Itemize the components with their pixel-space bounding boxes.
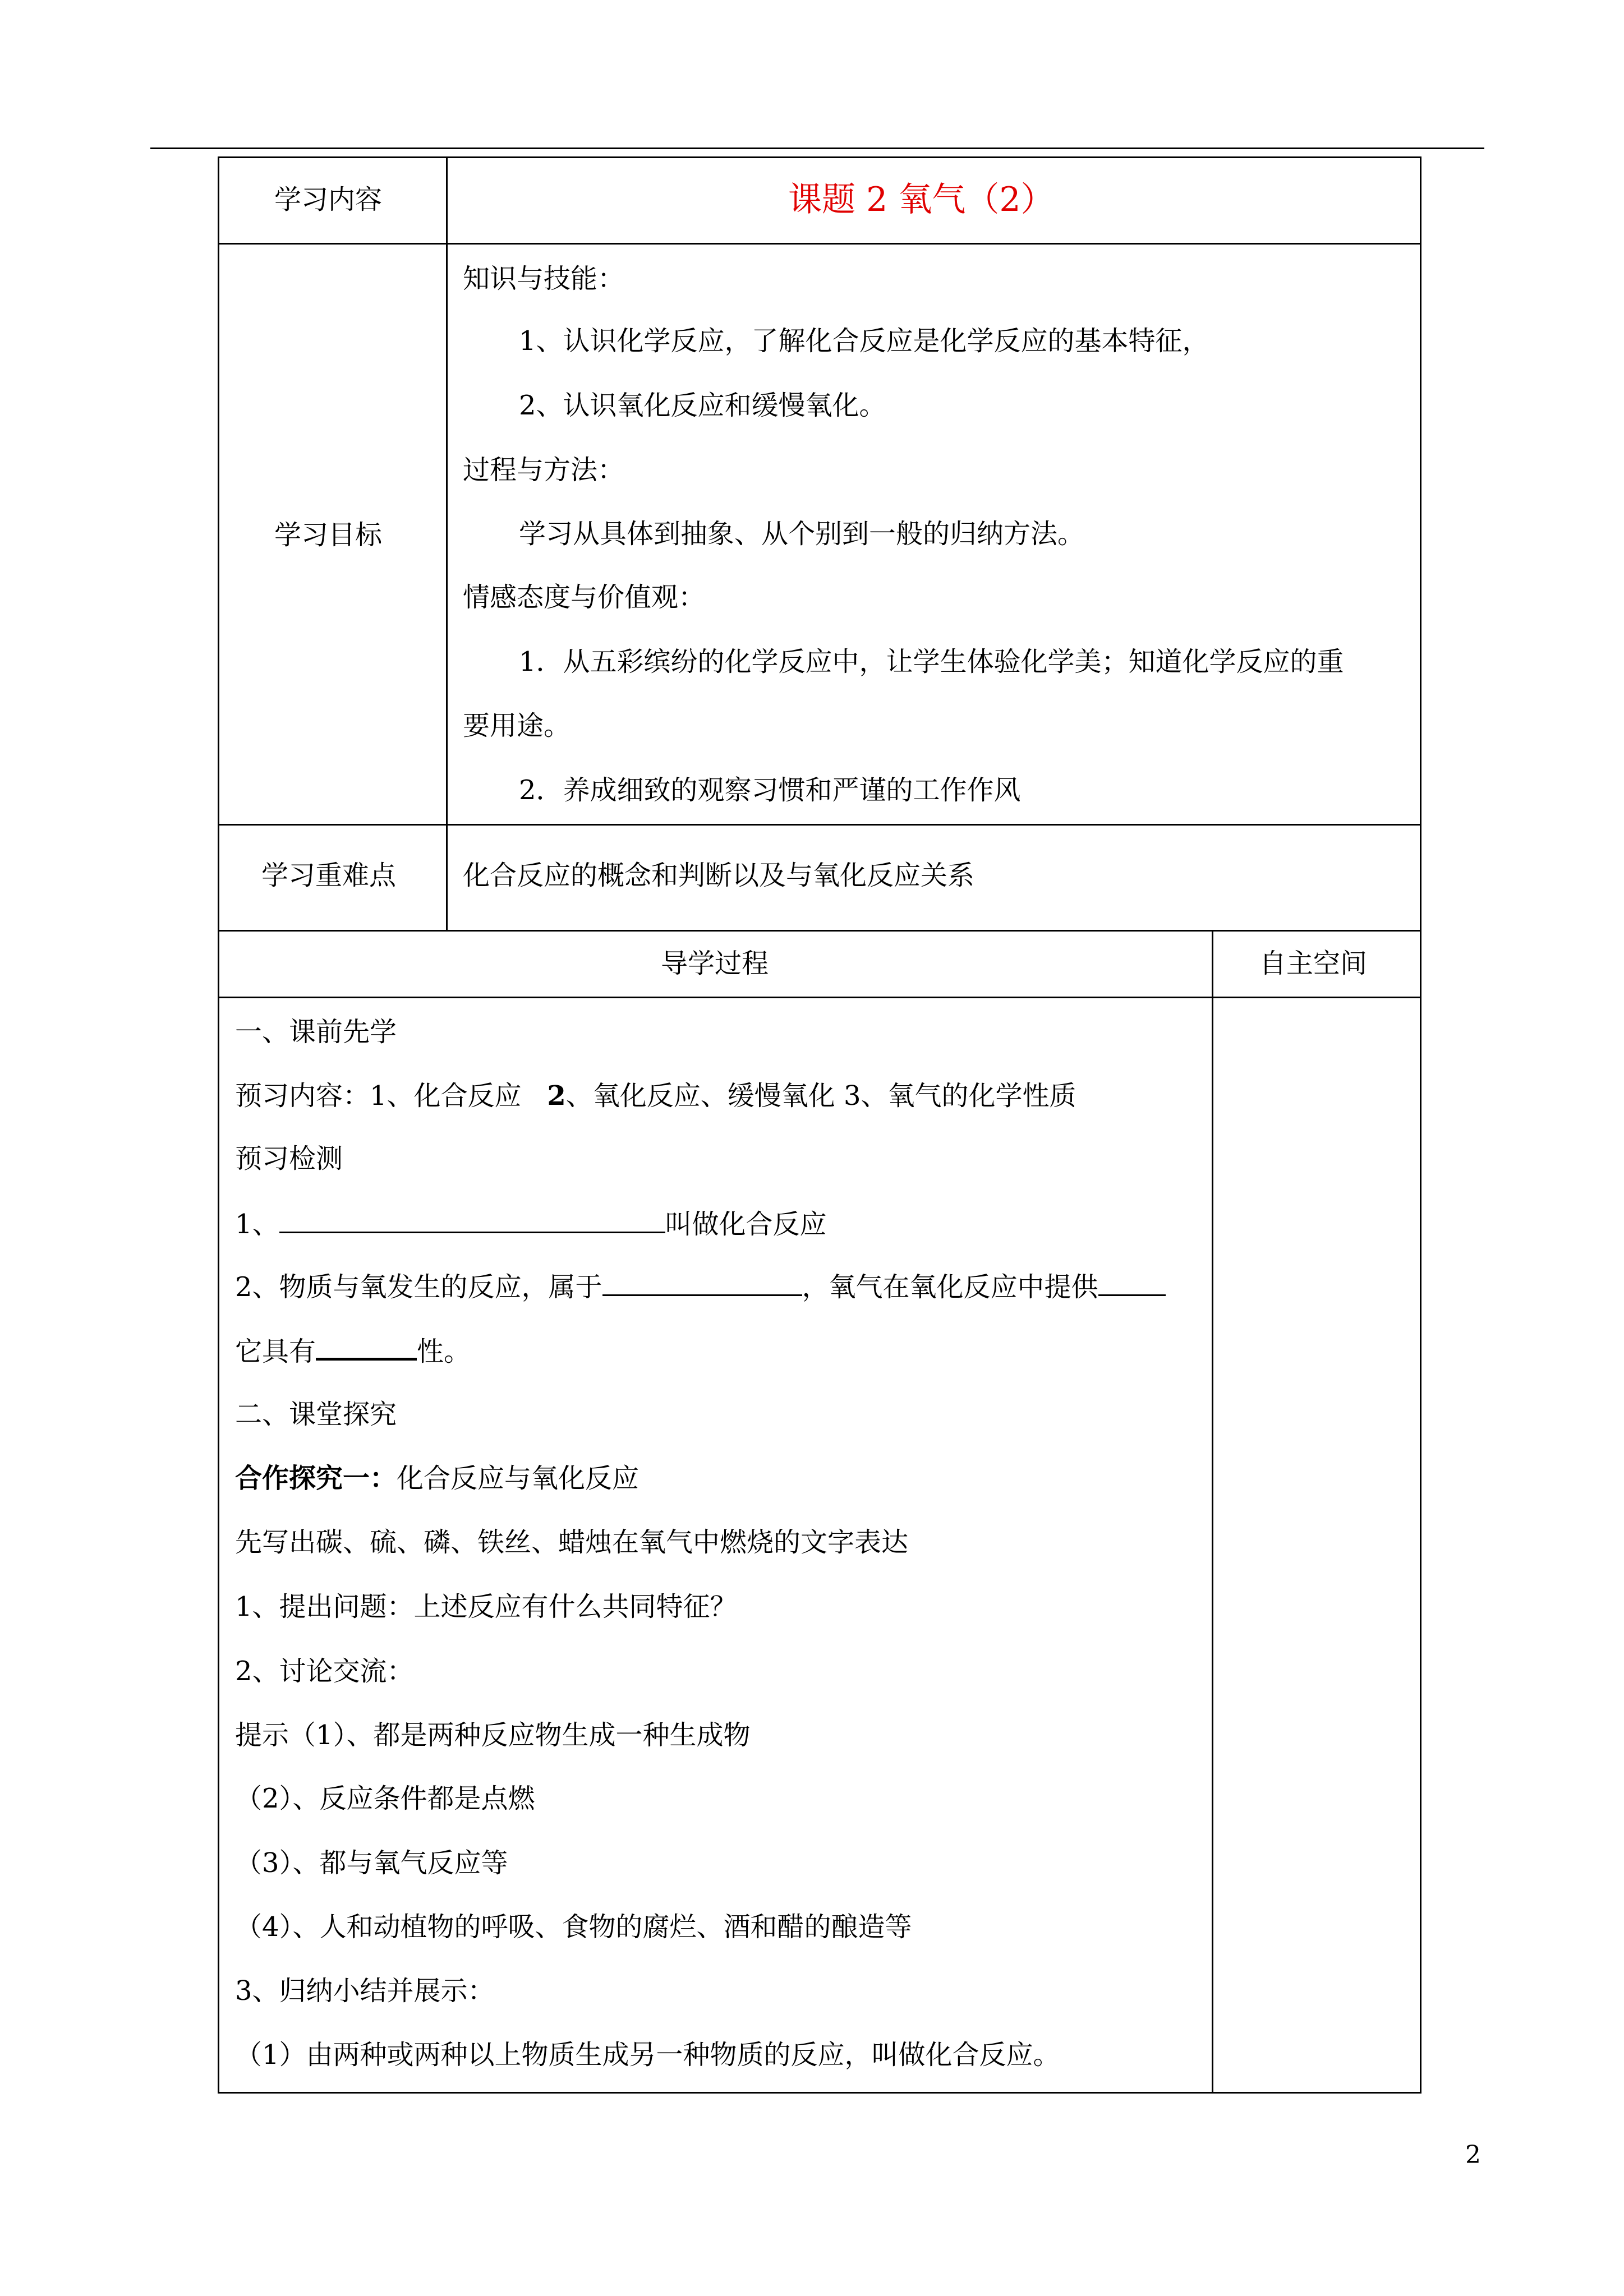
process-line: （3）、都与氧气反应等 bbox=[235, 1847, 508, 1879]
study-objectives-label: 学习目标 bbox=[274, 519, 383, 551]
process-line: （4）、人和动植物的呼吸、食物的腐烂、酒和醋的酿造等 bbox=[235, 1911, 912, 1943]
table-rule bbox=[1212, 930, 1213, 2094]
process-line: 提示（1）、都是两种反应物生成一种生成物 bbox=[235, 1719, 751, 1751]
key-points-text: 化合反应的概念和判断以及与氧化反应关系 bbox=[463, 860, 975, 891]
process-line: 1、提出问题：上述反应有什么共同特征？ bbox=[235, 1591, 737, 1622]
process-line: （1）由两种或两种以上物质生成另一种物质的反应，叫做化合反应。 bbox=[235, 2039, 1060, 2071]
table-rule bbox=[446, 156, 448, 932]
process-line: （2）、反应条件都是点燃 bbox=[235, 1783, 535, 1814]
answer-blank[interactable] bbox=[279, 1207, 665, 1233]
table-rule bbox=[218, 243, 1421, 245]
header-rule bbox=[150, 147, 1484, 149]
table-border-top bbox=[218, 156, 1421, 158]
objective-line: 要用途。 bbox=[463, 710, 571, 741]
answer-blank[interactable] bbox=[1098, 1270, 1166, 1296]
preview-question-1: 1、 叫做化合反应 bbox=[235, 1207, 827, 1241]
objective-heading: 知识与技能： bbox=[463, 263, 625, 294]
answer-blank[interactable] bbox=[316, 1333, 417, 1361]
objective-line: 1、认识化学反应，了解化合反应是化学反应的基本特征， bbox=[519, 325, 1209, 357]
table-rule bbox=[218, 824, 1421, 826]
objective-line: 2、认识氧化反应和缓慢氧化。 bbox=[519, 390, 886, 421]
preview-check-heading: 预习检测 bbox=[235, 1143, 343, 1174]
process-line: 3、归纳小结并展示： bbox=[235, 1975, 495, 2007]
objective-line: 1．从五彩缤纷的化学反应中，让学生体验化学美；知道化学反应的重 bbox=[519, 646, 1344, 677]
key-points-label: 学习重难点 bbox=[261, 860, 397, 891]
table-border-bottom bbox=[218, 2092, 1421, 2094]
guided-process-header: 导学过程 bbox=[661, 948, 769, 979]
objective-line: 学习从具体到抽象、从个别到一般的归纳方法。 bbox=[519, 518, 1085, 550]
table-border-left bbox=[218, 156, 219, 2094]
objective-line: 2．养成细致的观察习惯和严谨的工作作风 bbox=[519, 774, 1021, 806]
preview-question-2: 2、物质与氧发生的反应，属于 ，氧气在氧化反应中提供 bbox=[235, 1270, 1166, 1304]
answer-blank[interactable] bbox=[602, 1270, 802, 1296]
table-border-right bbox=[1420, 156, 1421, 2094]
self-space-header: 自主空间 bbox=[1259, 948, 1368, 979]
study-content-label: 学习内容 bbox=[274, 184, 383, 215]
page-number: 2 bbox=[1465, 2141, 1481, 2169]
section-heading: 一、课前先学 bbox=[235, 1016, 397, 1048]
lesson-title: 课题 2 氧气（2） bbox=[788, 180, 1055, 219]
section-heading: 二、课堂探究 bbox=[235, 1399, 397, 1430]
objective-heading: 情感态度与价值观： bbox=[463, 582, 706, 613]
cooperative-inquiry-1: 合作探究一：化合反应与氧化反应 bbox=[235, 1463, 640, 1494]
process-line: 2、讨论交流： bbox=[235, 1656, 414, 1687]
table-rule bbox=[218, 930, 1421, 932]
preview-question-2-cont: 它具有 性。 bbox=[235, 1333, 471, 1368]
objective-heading: 过程与方法： bbox=[463, 454, 625, 486]
table-rule bbox=[218, 997, 1421, 998]
process-line: 先写出碳、硫、磷、铁丝、蜡烛在氧气中燃烧的文字表达 bbox=[235, 1527, 909, 1558]
preview-content: 预习内容：1、化合反应 2、氧化反应、缓慢氧化 3、氧气的化学性质 bbox=[235, 1080, 1076, 1112]
